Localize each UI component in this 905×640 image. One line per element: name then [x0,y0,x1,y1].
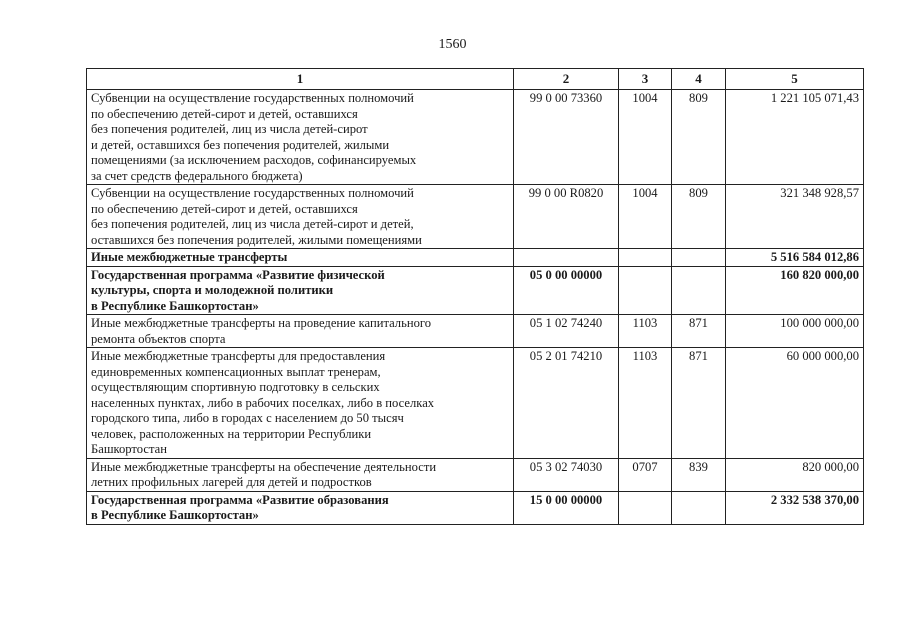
column-header-3: 3 [619,69,672,90]
row-amount: 820 000,00 [726,458,864,491]
row-type: 871 [672,315,726,348]
row-amount: 5 516 584 012,86 [726,249,864,267]
description-line: Субвенции на осуществление государственных полномочий [91,91,414,105]
table-row [87,315,864,348]
description-line: Иные межбюджетные трансферты для предоставления [91,349,386,363]
row-description [87,458,514,491]
row-section: 1103 [619,315,672,348]
row-code: 05 1 02 74240 [514,315,619,348]
description-line: Субвенции на осуществление государственных полномочий [91,186,414,200]
row-description [87,348,514,459]
table-row [87,491,864,524]
description-line: в Республике Башкортостан» [91,298,259,313]
description-line: в Республике Башкортостан» [91,508,259,522]
row-description [87,315,514,348]
row-code [514,249,619,267]
row-type [672,249,726,267]
row-type: 809 [672,185,726,249]
column-header-2: 2 [514,69,619,90]
row-section [619,266,672,315]
column-header-1: 1 [87,69,514,90]
row-code: 05 0 00 00000 [514,266,619,315]
row-description [87,266,514,315]
description-line: Государственная программа «Развитие физической [91,267,385,282]
row-type: 809 [672,90,726,185]
description-line: без попечения родителей, лиц из числа детей-сирот [91,122,368,136]
description-line: единовременных компенсационных выплат тренерам, [91,364,381,379]
row-description [87,249,514,267]
row-section: 0707 [619,458,672,491]
description-line: и детей, оставшихся без попечения родителей, жилыми [91,137,390,152]
description-line: городского типа, либо в городах с населением до 50 тысяч [91,411,404,425]
description-line: осуществляющим спортивную подготовку в сельских [91,380,380,394]
description-line: ремонта объектов спорта [91,331,226,346]
description-line: населенных пунктах, либо в рабочих поселках, либо в поселках [91,395,435,410]
table-row [87,249,864,267]
table-row [87,458,864,491]
description-line: культуры, спорта и молодежной политики [91,283,334,297]
row-section: 1103 [619,348,672,459]
row-amount: 2 332 538 370,00 [726,491,864,524]
description-line: летних профильных лагерей для детей и подростков [91,475,372,489]
row-section: 1004 [619,185,672,249]
row-section [619,249,672,267]
row-amount: 60 000 000,00 [726,348,864,459]
table-row [87,266,864,315]
table-row [87,90,864,185]
row-section: 1004 [619,90,672,185]
description-line: по обеспечению детей-сирот и детей, оставшихся [91,201,358,216]
table-body [87,90,864,525]
description-line: Башкортостан [91,442,167,456]
row-code: 05 2 01 74210 [514,348,619,459]
row-type: 871 [672,348,726,459]
row-description [87,491,514,524]
row-code: 05 3 02 74030 [514,458,619,491]
row-section [619,491,672,524]
description-line: Иные межбюджетные трансферты на обеспечение деятельности [91,459,437,474]
column-header-5: 5 [726,69,864,90]
description-line: без попечения родителей, лиц из числа детей-сирот и детей, [91,217,414,231]
row-description [87,90,514,185]
row-amount: 1 221 105 071,43 [726,90,864,185]
row-code: 15 0 00 00000 [514,491,619,524]
description-line: Иные межбюджетные трансферты [91,250,288,264]
row-description [87,185,514,249]
budget-table [86,68,864,525]
description-line: Государственная программа «Развитие образования [91,492,389,507]
row-type [672,266,726,315]
table-row [87,185,864,249]
row-code: 99 0 00 73360 [514,90,619,185]
description-line: оставшихся без попечения родителей, жилыми помещениями [91,232,422,247]
row-amount: 321 348 928,57 [726,185,864,249]
row-type: 839 [672,458,726,491]
page-number: 1560 [438,37,467,52]
table-row [87,348,864,459]
column-header-4: 4 [672,69,726,90]
row-amount: 160 820 000,00 [726,266,864,315]
description-line: помещениями (за исключением расходов, софинансируемых [91,153,417,167]
description-line: по обеспечению детей-сирот и детей, оставшихся [91,106,358,121]
description-line: за счет средств федерального бюджета) [91,168,303,183]
header-row [87,69,864,90]
row-type [672,491,726,524]
row-code: 99 0 00 R0820 [514,185,619,249]
row-amount: 100 000 000,00 [726,315,864,348]
description-line: человек, расположенных на территории Республики [91,426,372,441]
description-line: Иные межбюджетные трансферты на проведение капитального [91,316,432,330]
